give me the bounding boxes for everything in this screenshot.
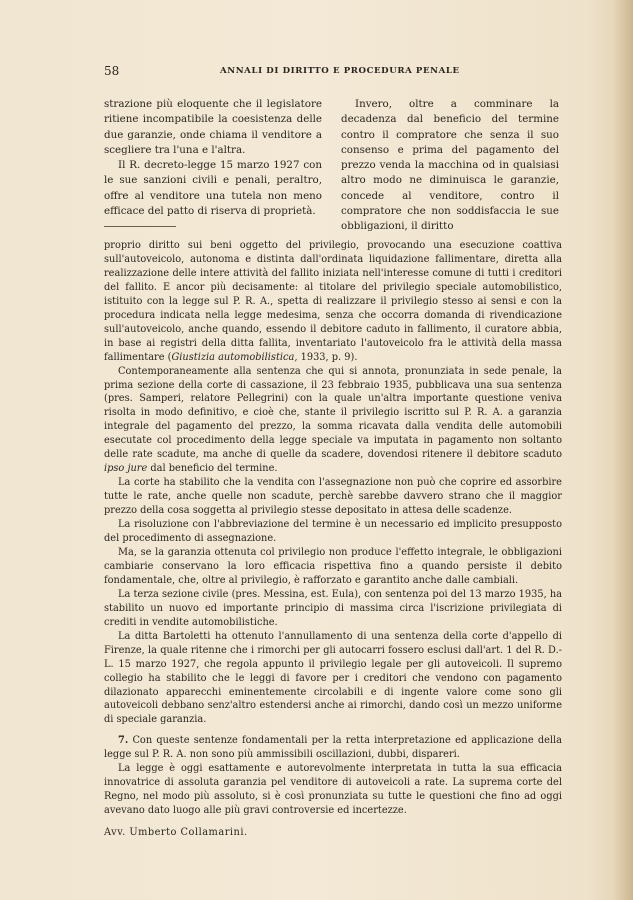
right-paragraph-1: Invero, oltre a comminare la decadenza dal beneficio del termine contro il compratore che senza il suo consenso e prima del pagamento del prezzo venda la macchina od in qualsiasi altro modo ne diminuisca le garanzie, concede al venditore, contro il compratore che non soddisfaccia le sue obbligazioni, il diritto — [341, 98, 559, 233]
section-7-paragraph — [104, 734, 562, 762]
footnote-paragraph-7: La ditta Bartoletti ha ottenuto l'annullamento di una sentenza della corte d'appello di Firenze, la quale ritenne che i rimorchi per gli autocarri fossero esclusi dall'art. 1 del R. D.-L. 15 marzo 1927, che regola appunto il privilegio legale per gli autoveicoli. Il supremo collegio ha stabilito che le leggi di favore per i creditori che vendono con pagamento dilazionato apparecchi eminentemente circolabili e di ingente valore come sono gli autoveicoli debbano senz'altro estendersi anche ai rimorchi, dando così un mezzo uniforme di speciale garanzia. — [104, 630, 562, 726]
footnote-paragraph-2 — [104, 365, 562, 477]
page-header — [104, 64, 564, 80]
footnote-paragraph-4: La risoluzione con l'abbreviazione del termine è un necessario ed implicito presupposto del procedimento di assegnazione. — [104, 519, 562, 545]
footnote-paragraph-6: La terza sezione civile (pres. Messina, est. Eula), con sentenza poi del 13 marzo 1935, ha stabilito un nuovo ed importante principio di massima circa l'iscrizione privilegiata di crediti in vendite automobilistiche. — [104, 588, 562, 628]
footnote-rule — [104, 226, 176, 227]
footnote-text — [104, 239, 562, 840]
author-signature: Avv. Umberto Collamarini. — [104, 827, 248, 839]
footnote-paragraph-1 — [104, 239, 562, 365]
footnote-text-run: proprio diritto sui beni oggetto del privilegio, provocando una esecuzione coattiva sull'autoveicolo, autonoma e distinta dall'ordinata liquidazione fallimentare, diretta alla realizzazione delle intere attività del fallito iniziata nell'interesse comune di tutti i creditori del fallito. E ancor più decisamente: al titolare del privilegio speciale automobilistico, istituito con la legge sul P. R. A., spetta di realizzare il privilegio stesso ai sensi e con la procedura indicata nella legge medesima, senza che occorra domanda di rivendicazione sull'autoveicolo, anche quando, essendo il debitore caduto in fallimento, il curatore abbia, in base ai registri della ditta fallita, inventariato l'autoveicolo fra le attività della massa fallimentare ( — [104, 240, 562, 363]
footnote-text-run: Con queste sentenze fondamentali per la retta interpretazione ed applicazione della legge sul P. R. A. non sono più ammissibili oscillazioni, dubbi, dispareri. — [104, 735, 562, 761]
section-number: 7. — [118, 735, 129, 747]
footnote-paragraph-3: La corte ha stabilito che la vendita con l'assegnazione non può che coprire ed assorbire tutte le rate, anche quelle non scadute, perchè sarebbe davvero strano che il maggior prezzo della cosa soggetta al privilegio stesse depositato in attesa delle scadenze. — [104, 477, 562, 517]
running-title: ANNALI DI DIRITTO E PROCEDURA PENALE — [220, 66, 460, 76]
footnote-paragraph-5: Ma, se la garanzia ottenuta col privilegio non produce l'effetto integrale, le obbligazioni cambiarie conservano la loro efficacia rispettiva fino a quando persiste il debito fondamentale, che, oltre al privilegio, è rafforzato e garantito anche dalle cambiali. — [104, 546, 562, 586]
page-number: 58 — [104, 64, 120, 78]
latin-phrase: ipso jure — [104, 463, 148, 475]
footnote-text-run: 1933, p. 9). — [297, 351, 358, 363]
footnote-text-run: Contemporaneamente alla sentenza che qui si annota, pronunziata in sede penale, la prima sezione della corte di cassazione, il 23 febbraio 1935, pubblicava una sua sentenza (pres. Samperi, relatore Pellegrini) con la quale un'altra importante questione veniva risolta in modo definitivo, e cioè che, stante il privilegio iscritto sul P. R. A. a garanzia integrale del pagamento del prezzo, la somma ricavata dalla vendita delle automobili esecutate col procedimento della legge speciale va imputata in pagamento non soltanto delle rate scadute, ma anche di quelle da scadere, dovendosi ritenere il debitore scaduto — [104, 365, 562, 461]
footnote-paragraph-9: La legge è oggi esattamente e autorevolmente interpretata in tutta la sua efficacia innovatrice di assoluta garanzia pel venditore di autoveicoli a rate. La suprema corte del Regno, nel modo più assoluto, si è così pronunziata su tutte le questioni che fino ad oggi avevano dato luogo alle più gravi controversie ed incertezze. — [104, 763, 562, 817]
right-column — [341, 97, 559, 235]
footnote-text-run: dal beneficio del termine. — [147, 463, 278, 475]
citation-journal: Giustizia automobilistica, — [171, 351, 298, 363]
left-paragraph-1: strazione più eloquente che il legislatore ritiene incompatibile la coesistenza delle due garanzie, onde chiama il venditore a scegliere tra l'una e l'altra. — [104, 98, 322, 156]
left-paragraph-2: Il R. decreto-legge 15 marzo 1927 con le sue sanzioni civili e penali, peraltro, offre al venditore una tutela non meno efficace del patto di riserva di proprietà. — [104, 159, 322, 218]
left-column — [104, 97, 322, 219]
